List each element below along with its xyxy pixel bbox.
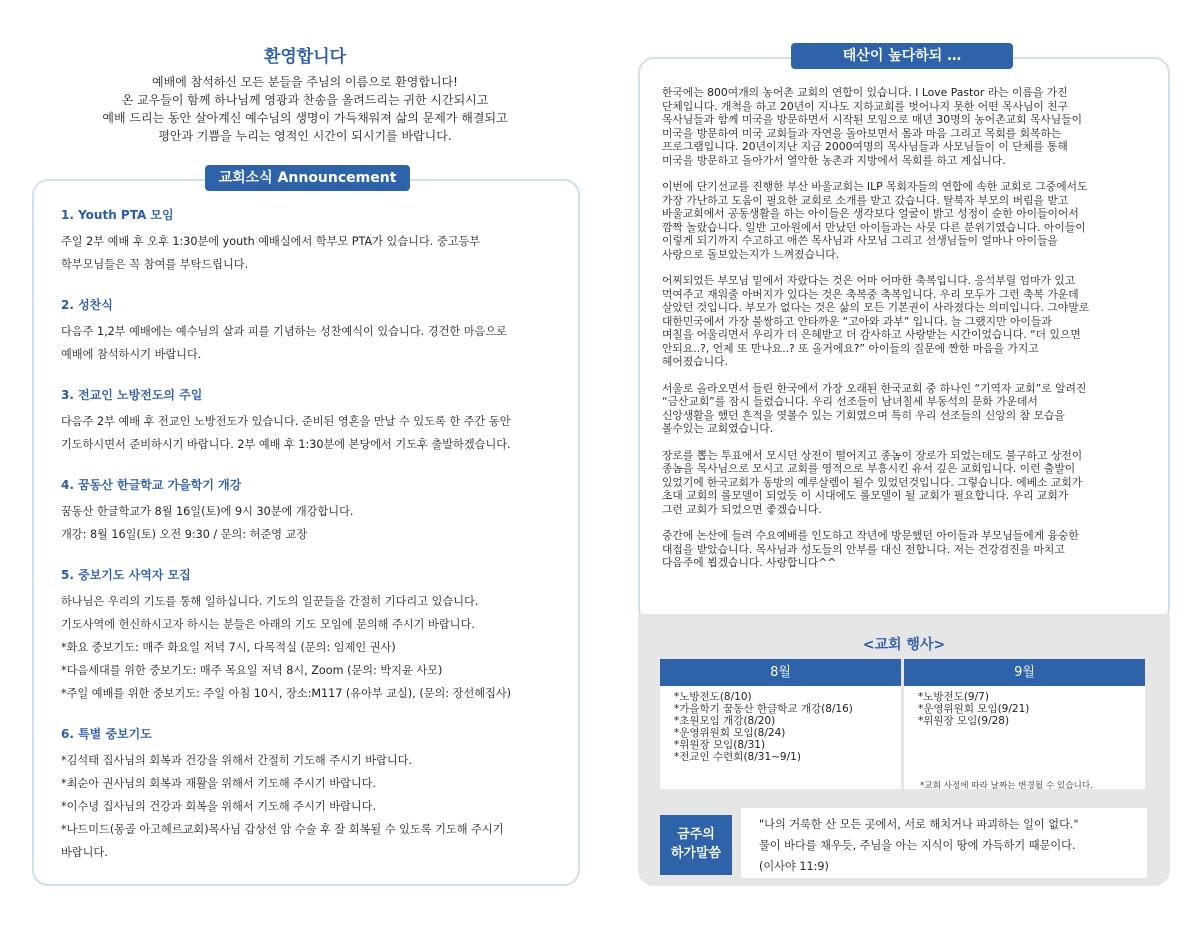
story-paragraph: 한국에는 800여개의 농어촌 교회의 연합이 있습니다. I Love Pastor 라는 이름을 가진 단체입니다. 개척을 하고 20년이 지나도 지하교회를 벗어나지 못한 어떤 목사님이 친구 목사님들과 함께 미국을 방문하면서 시작된 모임으로 매년 30명의 농어촌교회 목사님들이 미국을 방문하여 미국 교회들과 자연을 돌아보면서 몸과 마음 그리고 목회를 회복하는 프로그램입니다. 20년이지난 지금 2000여명의 목사님들과 사모님들이 이 단체를 통해 미국을 방문하고 돌아가서 열악한 농촌과 지방에서 목회를 하고 계십니다. <box>662 86 1083 167</box>
month-august-header: 8월 <box>660 659 901 686</box>
announcement-text: 주일 2부 예배 후 오후 1:30분에 youth 예배실에서 학부모 PTA가 있습니다. 중고등부 <box>61 235 481 248</box>
announcement-text: 바랍니다. <box>61 846 108 859</box>
announcement-text: 예배에 참석하시기 바랍니다. <box>61 348 202 361</box>
announcement-text: *나드미드(몽골 아고헤르교회)목사님 갑상선 암 수술 후 잘 회복될 수 있도록 기도해 주시기 <box>61 823 504 836</box>
event-item: *전교인 수련회(8/31~9/1) <box>674 751 801 763</box>
announcement-item <box>61 726 571 864</box>
event-item: *초원모임 개강(8/20) <box>674 715 776 727</box>
announcement-text: 꿈동산 한글학교가 8월 16일(토)에 9시 30분에 개강합니다. <box>61 505 354 518</box>
announcement-text: *김석태 집사님의 회복과 건강을 위해서 간절히 기도해 주시기 바랍니다. <box>61 754 413 767</box>
announcement-text: 다음주 1,2부 예배에는 예수님의 살과 피를 기념하는 성찬예식이 있습니다. 경건한 마음으로 <box>61 325 507 338</box>
event-item: *위원장 모임(8/31) <box>674 739 766 751</box>
story-paragraph: 장로를 뽑는 투표에서 모시던 상전이 떨어지고 종놈이 장로가 되었는데도 불구하고 상전이 종놈을 목사님으로 모시고 교회를 영적으로 부흥시킨 유서 깊은 교회입니다. 이런 출발이 있었기에 한국교회가 동방의 예루살렘이 될수 있었던것입니다. 그렇습니다. 에베소 교회가 초대 교회의 롤모델이 되었듯 이 시대에도 롤모델이 될 교회가 필요합니다. 우리 교회가 그런 교회가 되었으면 좋겠습니다. <box>662 448 1083 516</box>
welcome-line: 예배 드리는 동안 살아계신 예수님의 생명이 가득채워져 삶의 문제가 해결되고 <box>102 111 508 125</box>
welcome-line: 평안과 기쁨을 누리는 영적인 시간이 되시기를 바랍니다. <box>158 129 452 143</box>
announcement-text: *다음세대를 위한 중보기도: 매주 목요일 저녁 8시, Zoom (문의: 박지윤 사모) <box>61 664 443 677</box>
announcement-text: 학부모님들은 꼭 참여를 부탁드립니다. <box>61 258 249 271</box>
announcement-heading: 1. Youth PTA 모임 <box>61 208 174 222</box>
events-note: *교회 사정에 따라 날짜는 변경될 수 있습니다. <box>920 781 1093 791</box>
announcement-text: 다음주 2부 예배 후 전교인 노방전도가 있습니다. 준비된 영혼을 만날 수 있도록 한 주간 동안 <box>61 415 511 428</box>
verse-line: "나의 거룩한 산 모든 곳에서, 서로 해치거나 파괴하는 일이 없다." <box>759 818 1079 831</box>
month-september-box <box>904 659 1145 789</box>
announcement-text: 개강: 8월 16일(토) 오전 9:30 / 문의: 허준영 교장 <box>61 528 308 541</box>
event-item: *노방전도(9/7) <box>918 691 989 703</box>
verse-reference: (이사야 11:9) <box>759 860 829 873</box>
event-item: *운영위원회 모임(9/21) <box>918 703 1030 715</box>
month-august-box <box>660 659 901 789</box>
announcement-text: *주일 예배를 위한 중보기도: 주일 아침 10시, 장소:M117 (유아부 교실), (문의: 장선혜집사) <box>61 687 512 700</box>
month-september-list <box>904 686 1145 727</box>
verse-line: 물이 바다를 채우듯, 주님을 아는 지식이 땅에 가득하기 때문이다. <box>759 839 1076 852</box>
pastor-letter-body <box>662 86 1158 583</box>
announcement-item <box>61 387 571 456</box>
welcome-line: 온 교우들이 함께 하나님께 영광과 찬송을 올려드리는 귀한 시간되시고 <box>121 93 489 107</box>
announcement-list <box>61 207 571 885</box>
announcement-item <box>61 567 571 705</box>
event-item: *운영위원회 모임(8/24) <box>674 727 786 739</box>
events-title: <교회 행사> <box>862 637 946 653</box>
event-item: *노방전도(8/10) <box>674 691 752 703</box>
story-paragraph: 이번에 단기선교를 진행한 부산 바울교회는 ILP 목회자들의 연합에 속한 교회로 그중에서도 가장 가난하고 도움이 필요한 교회로 소개를 받고 갔습니다. 탈북자 부모의 버림을 받고 바울교회에서 공동생활을 하는 아이들은 생각보다 얼굴이 밝고 성정이 순한 아이들이어서 깜짝 놀랐습니다. 일반 고아원에서 만났던 아이들과는 사뭇 다른 분위기였습니다. 아이들이 이렇게 되기까지 수고하고 애쓴 목사님과 사모님 그리고 선생님들이 얼마나 아이들을 사랑으로 돌보았는지가 느껴졌습니다. <box>662 180 1088 261</box>
announcement-heading: 2. 성찬식 <box>61 298 113 312</box>
announcement-heading: 5. 중보기도 사역자 모집 <box>61 568 191 582</box>
weekly-verse-box <box>741 808 1147 878</box>
announcement-heading: 4. 꿈동산 한글학교 가을학기 개강 <box>61 478 242 492</box>
event-item: *가을학기 꿈동산 한글학교 개강(8/16) <box>674 703 853 715</box>
event-item: *위원장 모임(9/28) <box>918 715 1010 727</box>
month-september-header: 9월 <box>904 659 1145 686</box>
announcement-text: 기도하시면서 준비하시기 바랍니다. 2부 예배 후 1:30분에 본당에서 기도후 출발하겠습니다. <box>61 438 511 451</box>
announcement-text: 하나님은 우리의 기도를 통해 일하십니다. 기도의 일꾼들을 간절히 기다리고 있습니다. <box>61 595 479 608</box>
announcement-text: *이수녕 집사님의 건강과 회복을 위해서 기도해 주시기 바랍니다. <box>61 800 377 813</box>
welcome-section <box>40 42 570 145</box>
announcement-heading: 6. 특별 중보기도 <box>61 727 152 741</box>
welcome-title: 환영합니다 <box>263 47 347 67</box>
story-paragraph: 어찌되었든 부모님 밑에서 자랐다는 것은 어마 어마한 축복입니다. 응석부릴 엄마가 있고 먹여주고 재워줄 아버지가 있다는 것은 축복중 축복입니다. 우리 모두가 그런 축복 가운데 살았던 것입니다. 부모가 없다는 것은 삶의 모든 기본권이 사라졌다는 의미입니다. 그야말로 대한민국에서 가장 불쌍하고 안타까운 “고아와 과부” 입니다. 늘 그랬지만 아이들과 며칠을 어울리면서 우리가 더 은혜받고 더 감사하고 사랑받는 시간이었습니다. “더 있으면 안되요..?, 언제 또 만나요..? 또 올거에요?” 아이들의 질문에 짠한 마음을 가지고 헤어졌습니다. <box>662 274 1090 368</box>
welcome-line: 예배에 참석하신 모든 분들을 주님의 이름으로 환영합니다! <box>152 75 458 89</box>
story-paragraph: 중간에 논산에 들려 수요예배를 인도하고 작년에 방문했던 아이들과 부모님들에게 융숭한 대접을 받았습니다. 목사님과 성도들의 안부를 대신 전합니다. 저는 건강검진을 마치고 다음주에 뵙겠습니다. 사랑합니다^^ <box>662 529 1079 569</box>
announcement-title: 교회소식 Announcement <box>205 165 410 191</box>
pastor-letter-title: 태산이 높다하되 … <box>791 43 1013 69</box>
announcement-text: *최순아 권사님의 회복과 재활을 위해서 기도해 주시기 바랍니다. <box>61 777 377 790</box>
story-paragraph: 서울로 올라오면서 들린 한국에서 가장 오래된 한국교회 중 하나인 “기역자 교회”로 알려진 “금산교회”를 잠시 들렸습니다. 우리 선조들이 남녀칠세 부동석의 문화 가운데서 신앙생활을 했던 흔적을 엿볼수 있는 기회였으며 특히 우리 선조들의 신앙의 참 모습을 볼수있는 교회였습니다. <box>662 381 1087 435</box>
announcement-heading: 3. 전교인 노방전도의 주일 <box>61 388 203 402</box>
announcement-item <box>61 297 571 366</box>
announcement-text: *화요 중보기도: 매주 화요일 저녁 7시, 다목적실 (문의: 임제인 권사) <box>61 641 396 654</box>
announcement-item <box>61 207 571 276</box>
month-august-list <box>660 686 901 763</box>
announcement-text: 기도사역에 헌신하시고자 하시는 분들은 아래의 기도 모임에 문의해 주시기 바랍니다. <box>61 618 475 631</box>
announcement-item <box>61 477 571 546</box>
weekly-verse-label: 금주의 하가말씀 <box>660 815 732 875</box>
